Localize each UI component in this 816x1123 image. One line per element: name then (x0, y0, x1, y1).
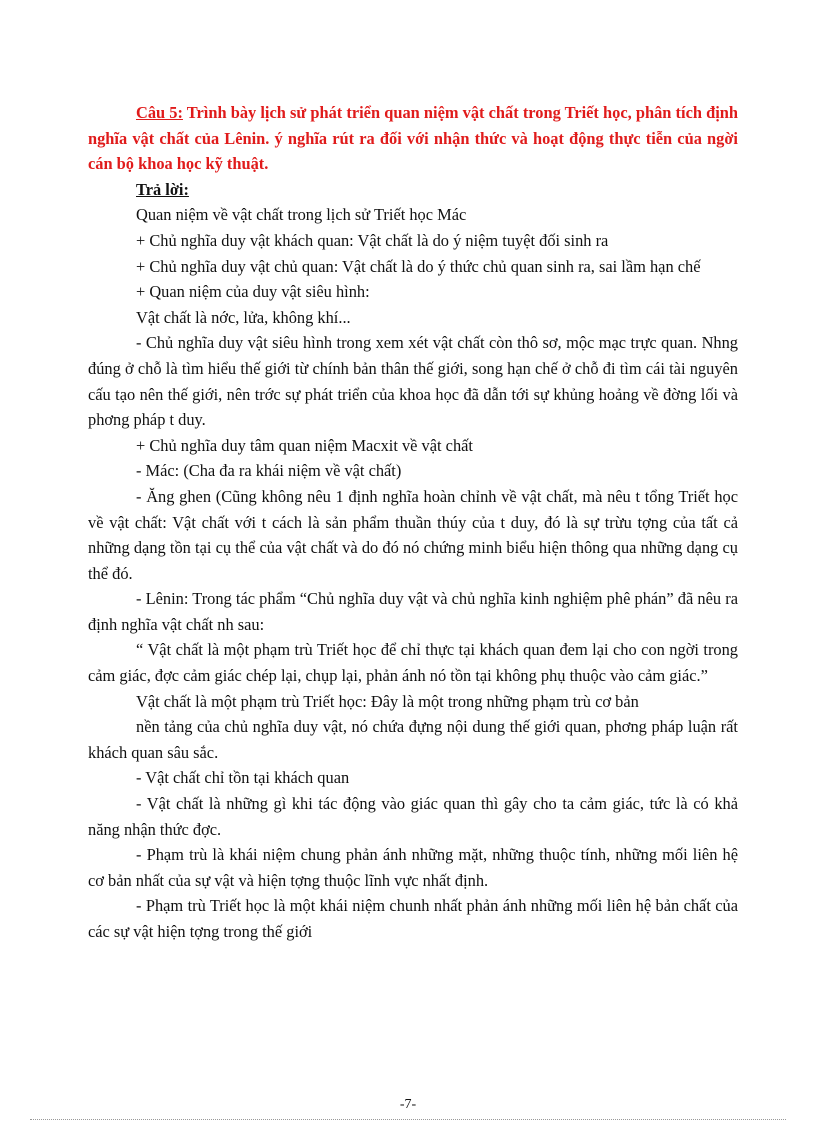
footer-divider (30, 1119, 786, 1120)
paragraph: - Lênin: Trong tác phẩm “Chủ nghĩa duy vật và chủ nghĩa kinh nghiệm phê phán” đã nêu ra định nghĩa vật chất nh sau: (88, 589, 738, 634)
paragraph: - Phạm trù là khái niệm chung phản ánh những mặt, những thuộc tính, những mối liên hệ cơ bản nhất của sự vật và hiện tợng thuộc lĩnh vực nhất định. (88, 845, 738, 890)
paragraph: + Chủ nghĩa duy vật khách quan: Vật chất là do ý niệm tuyệt đối sinh ra (136, 230, 609, 250)
paragraph: - Phạm trù Triết học là một khái niệm chunh nhất phản ánh những mối liên hệ bản chất của các sự vật hiện tợng trong thế giới (88, 896, 738, 941)
question-text: Trình bày lịch sử phát triển quan niệm vật chất trong Triết học, phân tích định nghĩa vật chất của Lênin. ý nghĩa rút ra đối với nhận thức và hoạt động thực tiễn của ngời cán bộ khoa học kỹ thuật. (88, 103, 738, 174)
paragraph: - Vật chất là những gì khi tác động vào giác quan thì gây cho ta cảm giác, tức là có khả năng nhận thức đợc. (88, 794, 738, 839)
question-label: Câu 5: (136, 103, 183, 122)
paragraph: - Mác: (Cha đa ra khái niệm về vật chất) (136, 461, 402, 481)
paragraph: Quan niệm về vật chất trong lịch sử Triết học Mác (136, 205, 467, 225)
answer-label (88, 177, 738, 203)
paragraph: - Chủ nghĩa duy vật siêu hình trong xem xét vật chất còn thô sơ, mộc mạc trực quan. Nhng đúng ở chỗ là tìm hiểu thế giới từ chính bản thân thế giới, song hạn chế ở chỗ đi tìm cái tài nguyên cấu tạo nên thế giới, nên trớc sự phát triển của khoa học đã dẫn tới sự khủng hoảng về đờng lối và phơng pháp t duy. (88, 333, 738, 430)
paragraph: + Chủ nghĩa duy vật chủ quan: Vật chất là do ý thức chủ quan sinh ra, sai lầm hạn chế (136, 256, 701, 276)
paragraph: - Vật chất chỉ tồn tại khách quan (136, 768, 350, 788)
paragraph: Vật chất là nớc, lửa, không khí... (136, 307, 351, 327)
page-content (88, 100, 738, 945)
paragraph: Vật chất là một phạm trù Triết học: Đây là một trong những phạm trù cơ bản (136, 691, 639, 711)
paragraph: “ Vật chất là một phạm trù Triết học để chỉ thực tại khách quan đem lại cho con ngời trong cảm giác, đợc cảm giác chép lại, chụp lại, phản ánh nó tồn tại không phụ thuộc vào cảm giác.” (88, 640, 738, 686)
paragraph: - Ăng ghen (Cũng không nêu 1 định nghĩa hoàn chỉnh về vật chất, mà nêu t tổng Triết học về vật chất: Vật chất với t cách là sản phẩm thuần thúy của t duy, đó là sự trừu tợng của tất cả những dạng tồn tại cụ thể của vật chất và do đó nó chứng minh biểu hiện thông qua những dạng cụ thể đó. (88, 486, 738, 583)
paragraph: nền tảng của chủ nghĩa duy vật, nó chứa đựng nội dung thế giới quan, phơng pháp luận rất khách quan sâu sắc. (88, 717, 738, 762)
paragraph: + Quan niệm của duy vật siêu hình: (136, 282, 370, 302)
page-number: -7- (399, 1097, 417, 1112)
answer-label-text: Trả lời: (136, 179, 189, 199)
question-heading (88, 100, 738, 177)
paragraph: + Chủ nghĩa duy tâm quan niệm Macxit về vật chất (136, 435, 473, 455)
